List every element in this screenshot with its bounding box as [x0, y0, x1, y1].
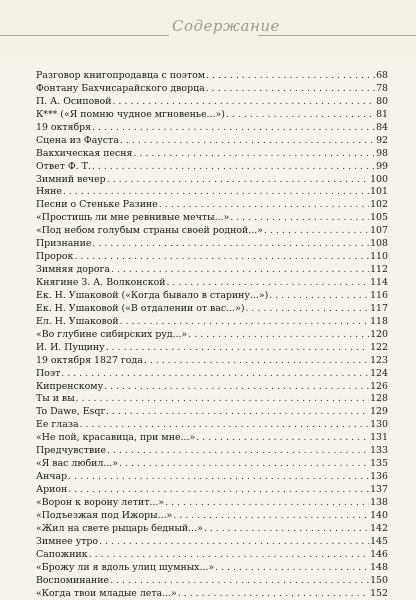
- toc-entry: [36, 251, 388, 264]
- dot-leader: [173, 510, 369, 523]
- toc-entry: [36, 96, 388, 109]
- toc-entry: [36, 355, 388, 368]
- toc-entry: [36, 406, 388, 419]
- dot-leader: [107, 174, 369, 187]
- toc-entry-page-number: 137: [370, 484, 388, 497]
- toc-entry: [36, 174, 388, 187]
- toc-entry: [36, 316, 388, 329]
- dot-leader: [99, 536, 369, 549]
- toc-entry: [36, 70, 388, 83]
- dot-leader: [120, 316, 369, 329]
- toc-entry: [36, 83, 388, 96]
- toc-entry: [36, 393, 388, 406]
- toc-entry-page-number: 135: [370, 458, 388, 471]
- toc-entry-title: «Простишь ли мне ревнивые мечты...»: [36, 212, 229, 225]
- toc-entry: [36, 290, 388, 303]
- dot-leader: [133, 148, 375, 161]
- toc-entry-title: Предчувствие: [36, 445, 106, 458]
- toc-entry-page-number: 148: [370, 562, 388, 575]
- toc-entry-page-number: 110: [370, 251, 388, 264]
- toc-entry-title: Фонтану Бахчисарайского дворца: [36, 83, 205, 96]
- toc-entry-title: Няне: [36, 186, 62, 199]
- toc-entry: [36, 199, 388, 212]
- dot-leader: [92, 161, 375, 174]
- toc-entry-title: «Жил на свете рыцарь бедный...»: [36, 523, 203, 536]
- toc-entry-page-number: 116: [370, 290, 388, 303]
- toc-entry: [36, 471, 388, 484]
- toc-entry: [36, 303, 388, 316]
- toc-entry-title: Арион: [36, 484, 67, 497]
- toc-entry-title: Анчар: [36, 471, 67, 484]
- toc-entry: [36, 186, 388, 199]
- toc-entry-page-number: 136: [370, 471, 388, 484]
- page-header: [0, 0, 416, 62]
- dot-leader: [204, 523, 369, 536]
- dot-leader: [107, 445, 369, 458]
- toc-entry-title: «Ворон к ворону летит...»: [36, 497, 164, 510]
- toc-entry-page-number: 133: [370, 445, 388, 458]
- toc-entry-title: Поэт: [36, 368, 60, 381]
- dot-leader: [245, 303, 369, 316]
- toc-entry: [36, 135, 388, 148]
- dot-leader: [159, 199, 369, 212]
- dot-leader: [76, 393, 369, 406]
- toc-entry: [36, 419, 388, 432]
- toc-entry-title: «Брожу ли я вдоль улиц шумных...»: [36, 562, 214, 575]
- dot-leader: [196, 432, 369, 445]
- toc-entry-page-number: 99: [376, 161, 388, 174]
- header-rule-left: [0, 35, 169, 36]
- toc-entry-page-number: 126: [370, 381, 388, 394]
- toc-entry: [36, 536, 388, 549]
- toc-entry-page-number: 123: [370, 355, 388, 368]
- toc-entry-page-number: 68: [376, 70, 388, 83]
- dot-leader: [112, 96, 375, 109]
- toc-entry: [36, 510, 388, 523]
- toc-entry: [36, 549, 388, 562]
- toc-entry-title: Сцена из Фауста: [36, 135, 119, 148]
- toc-entry: [36, 238, 388, 251]
- toc-entry: [36, 277, 388, 290]
- dot-leader: [120, 135, 375, 148]
- toc-entry-title: Ты и вы: [36, 393, 75, 406]
- toc-entry-page-number: 102: [370, 199, 388, 212]
- toc-entry-page-number: 100: [370, 174, 388, 187]
- toc-entry-title: «Когда твои младые лета...»: [36, 588, 177, 600]
- toc-entry-page-number: 131: [370, 432, 388, 445]
- toc-entry: [36, 523, 388, 536]
- toc-entry: [36, 342, 388, 355]
- toc-entry-title: To Dawe, Esqr: [36, 406, 105, 419]
- dot-leader: [106, 342, 369, 355]
- toc-entry-title: Зимний вечер: [36, 174, 106, 187]
- toc-entry-page-number: 138: [370, 497, 388, 510]
- toc-entry: [36, 445, 388, 458]
- toc-entry-page-number: 105: [370, 212, 388, 225]
- toc-entry-page-number: 140: [370, 510, 388, 523]
- dot-leader: [104, 381, 369, 394]
- toc-entry-page-number: 122: [370, 342, 388, 355]
- dot-leader: [264, 225, 369, 238]
- toc-entry-page-number: 98: [376, 148, 388, 161]
- toc-entry: [36, 458, 388, 471]
- dot-leader: [166, 277, 369, 290]
- toc-entry-page-number: 150: [370, 575, 388, 588]
- toc-entry-title: Разговор книгопродавца с поэтом: [36, 70, 205, 83]
- toc-entry: [36, 381, 388, 394]
- toc-entry-page-number: 152: [370, 588, 388, 600]
- toc-entry: [36, 148, 388, 161]
- toc-entry-page-number: 112: [370, 264, 388, 277]
- dot-leader: [89, 549, 369, 562]
- toc-entry-page-number: 124: [370, 368, 388, 381]
- toc-entry-title: Пророк: [36, 251, 73, 264]
- dot-leader: [188, 329, 369, 342]
- toc-entry-title: П. А. Осиповой: [36, 96, 111, 109]
- toc-entry-title: Песни о Стеньке Разине: [36, 199, 158, 212]
- toc-entry-title: И. И. Пущину: [36, 342, 105, 355]
- toc-entry: [36, 484, 388, 497]
- toc-entry-title: Вакхическая песня: [36, 148, 132, 161]
- toc-entry-page-number: 81: [376, 109, 388, 122]
- toc-entry: [36, 264, 388, 277]
- toc-entry-title: Княгине З. А. Волконской: [36, 277, 165, 290]
- toc-entry-page-number: 145: [370, 536, 388, 549]
- toc-entry-title: Воспоминание: [36, 575, 109, 588]
- toc-entry-page-number: 118: [370, 316, 388, 329]
- toc-entry-page-number: 108: [370, 238, 388, 251]
- toc-entry-page-number: 117: [370, 303, 388, 316]
- toc-entry: [36, 212, 388, 225]
- toc-entry-title: Ответ Ф. Т.: [36, 161, 91, 174]
- dot-leader: [61, 368, 369, 381]
- toc-entry-page-number: 114: [370, 277, 388, 290]
- toc-entry-title: «Во глубине сибирских руд...»: [36, 329, 187, 342]
- toc-entry-title: Зимняя дорога: [36, 264, 110, 277]
- toc-entry-title: Ек. Н. Ушаковой («В отдалении от вас...»): [36, 303, 244, 316]
- dot-leader: [80, 419, 370, 432]
- toc-entry: [36, 109, 388, 122]
- toc-entry-title: «Подъезжая под Ижоры...»: [36, 510, 172, 523]
- dot-leader: [178, 588, 369, 600]
- toc-entry-page-number: 146: [370, 549, 388, 562]
- toc-entry-page-number: 107: [370, 225, 388, 238]
- toc-entry-page-number: 92: [376, 135, 388, 148]
- dot-leader: [144, 355, 369, 368]
- toc-entry: [36, 161, 388, 174]
- dot-leader: [74, 251, 369, 264]
- toc-entry-title: Зимнее утро: [36, 536, 98, 549]
- toc-entry: [36, 368, 388, 381]
- dot-leader: [165, 497, 369, 510]
- toc-entry-title: «Под небом голубым страны своей родной...»: [36, 225, 263, 238]
- toc-entry: [36, 225, 388, 238]
- table-of-contents: [36, 70, 388, 600]
- toc-entry-title: Сапожник: [36, 549, 88, 562]
- dot-leader: [111, 264, 369, 277]
- toc-entry-title: Ел. Н. Ушаковой: [36, 316, 119, 329]
- dot-leader: [119, 458, 369, 471]
- toc-entry-page-number: 78: [376, 83, 388, 96]
- dot-leader: [110, 575, 369, 588]
- dot-leader: [206, 70, 375, 83]
- toc-entry-page-number: 84: [376, 122, 388, 135]
- toc-entry-page-number: 80: [376, 96, 388, 109]
- dot-leader: [226, 109, 375, 122]
- dot-leader: [269, 290, 369, 303]
- dot-leader: [63, 186, 369, 199]
- header-rule-right: [258, 35, 416, 36]
- toc-entry-page-number: 128: [370, 393, 388, 406]
- dot-leader: [68, 484, 369, 497]
- toc-entry-page-number: 130: [370, 419, 388, 432]
- toc-entry: [36, 432, 388, 445]
- toc-entry-page-number: 120: [370, 329, 388, 342]
- toc-entry: [36, 562, 388, 575]
- toc-entry-title: К*** («Я помню чудное мгновенье...»): [36, 109, 225, 122]
- toc-entry-title: 19 октября: [36, 122, 91, 135]
- toc-entry-title: «Я вас любил...»: [36, 458, 118, 471]
- toc-entry: [36, 497, 388, 510]
- toc-entry: [36, 329, 388, 342]
- dot-leader: [215, 562, 369, 575]
- toc-entry-title: Ек. Н. Ушаковой («Когда бывало в старину...»): [36, 290, 268, 303]
- dot-leader: [92, 122, 375, 135]
- dot-leader: [206, 83, 375, 96]
- dot-leader: [68, 471, 369, 484]
- toc-entry-title: Ее глаза: [36, 419, 79, 432]
- toc-entry: [36, 588, 388, 600]
- toc-entry: [36, 575, 388, 588]
- toc-entry-page-number: 101: [370, 186, 388, 199]
- dot-leader: [106, 406, 369, 419]
- toc-entry-page-number: 142: [370, 523, 388, 536]
- dot-leader: [230, 212, 369, 225]
- toc-entry-title: Признание: [36, 238, 91, 251]
- toc-entry-title: Кипренскому: [36, 381, 103, 394]
- toc-entry-title: 19 октября 1827 года: [36, 355, 143, 368]
- page-title: Содержание: [172, 17, 280, 35]
- dot-leader: [92, 238, 369, 251]
- toc-entry-page-number: 129: [370, 406, 388, 419]
- toc-entry-title: «Не пой, красавица, при мне...»: [36, 432, 195, 445]
- toc-entry: [36, 122, 388, 135]
